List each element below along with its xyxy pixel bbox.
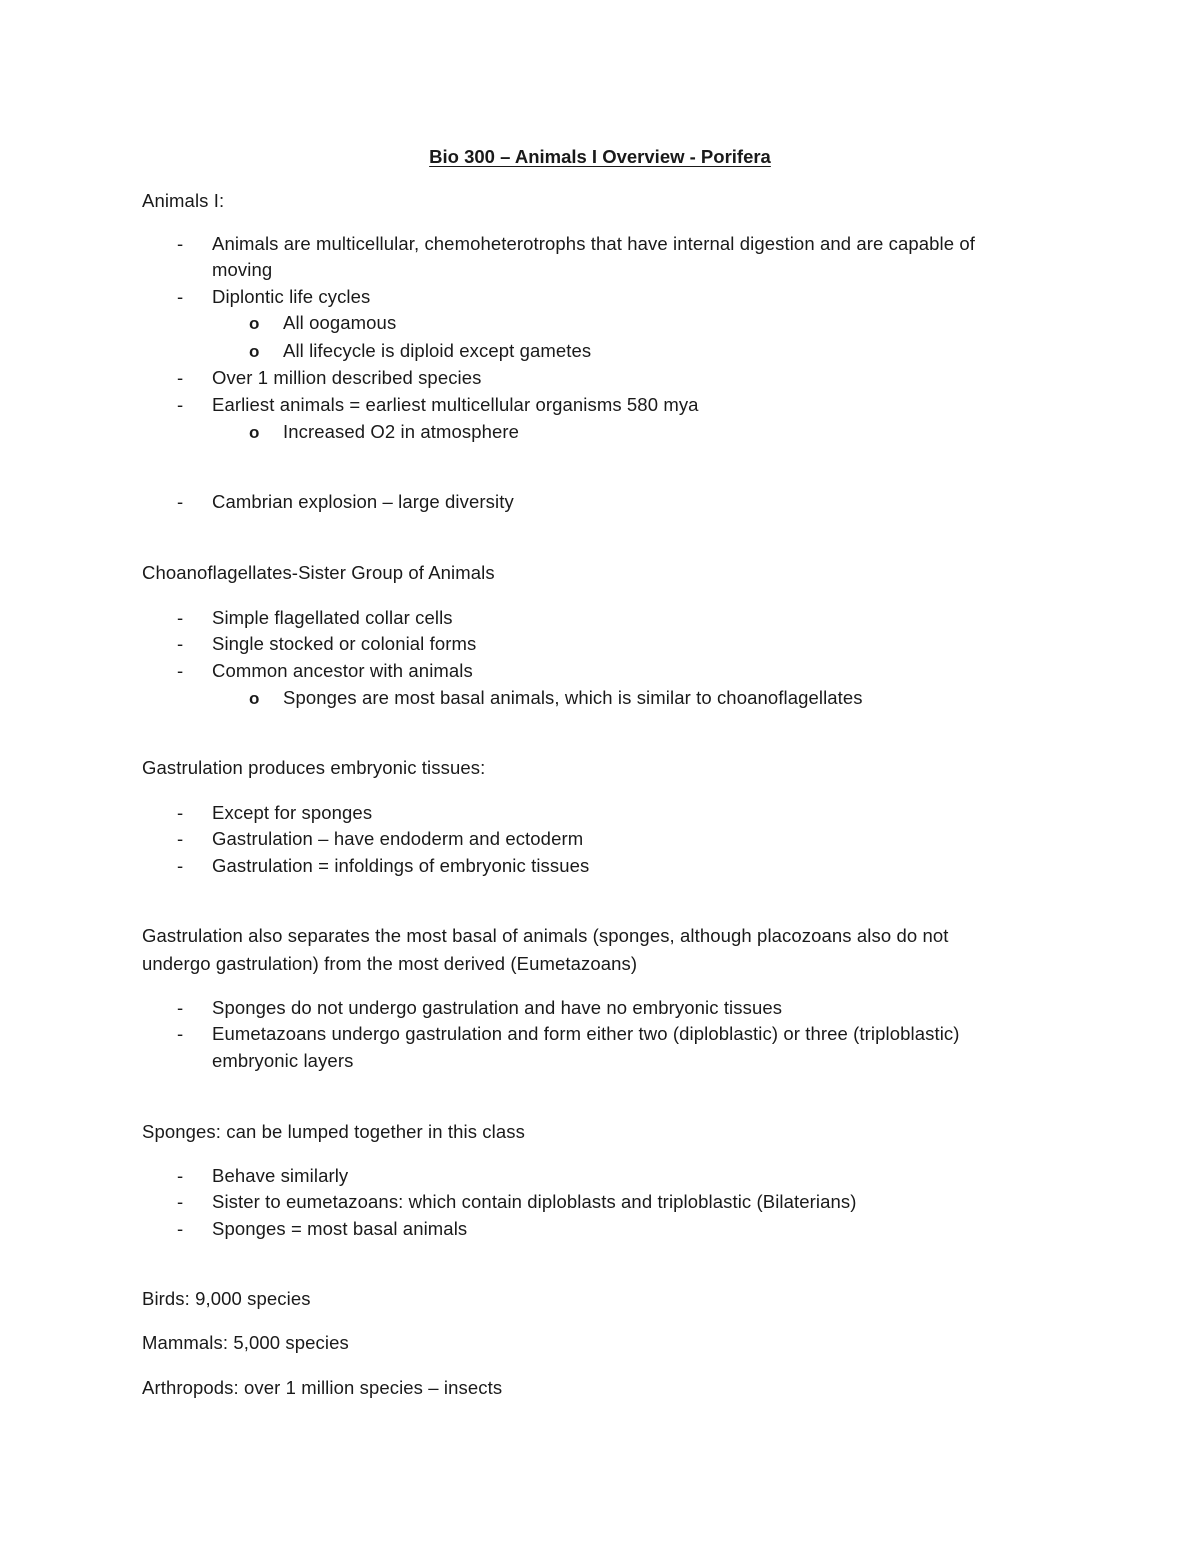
list-item-continuation: embryonic layers xyxy=(212,1050,354,1071)
dash-bullet: - xyxy=(177,1023,184,1044)
dash-bullet: - xyxy=(177,1191,184,1212)
list-item: Gastrulation – have endoderm and ectoderm xyxy=(212,828,584,849)
list-item: Eumetazoans undergo gastrulation and form either two (diploblastic) or three (triploblastic) xyxy=(212,1023,960,1044)
list-item-continuation: moving xyxy=(212,259,273,280)
dash-bullet: - xyxy=(177,607,184,628)
dash-bullet: - xyxy=(177,491,184,512)
sub-list-item: Sponges are most basal animals, which is similar to choanoflagellates xyxy=(283,687,863,708)
dash-bullet: - xyxy=(177,233,184,254)
dash-bullet: - xyxy=(177,997,184,1018)
sub-bullet: o xyxy=(249,314,260,333)
section-heading-sponges: Sponges: can be lumped together in this class xyxy=(142,1121,525,1142)
list-item: Animals are multicellular, chemoheterotrophs that have internal digestion and are capable of xyxy=(212,233,976,254)
dash-bullet: - xyxy=(177,367,184,388)
dash-bullet: - xyxy=(177,394,184,415)
dash-bullet: - xyxy=(177,802,184,823)
list-item: Earliest animals = earliest multicellular organisms 580 mya xyxy=(212,394,699,415)
dash-bullet: - xyxy=(177,1218,184,1239)
list-item: Except for sponges xyxy=(212,802,373,823)
sub-bullet: o xyxy=(249,423,260,442)
list-item: Cambrian explosion – large diversity xyxy=(212,491,514,512)
sub-list-item: All lifecycle is diploid except gametes xyxy=(283,340,592,361)
sub-list-item: Increased O2 in atmosphere xyxy=(283,421,520,442)
dash-bullet: - xyxy=(177,286,184,307)
list-item: Diplontic life cycles xyxy=(212,286,371,307)
list-item: Behave similarly xyxy=(212,1165,349,1186)
paragraph-line: Gastrulation also separates the most basal of animals (sponges, although placozoans also do not xyxy=(142,925,949,946)
sub-bullet: o xyxy=(249,689,260,708)
section-heading-gastrulation: Gastrulation produces embryonic tissues: xyxy=(142,757,486,778)
paragraph-line: undergo gastrulation) from the most derived (Eumetazoans) xyxy=(142,953,638,974)
list-item: Sponges = most basal animals xyxy=(212,1218,468,1239)
sub-bullet: o xyxy=(249,342,260,361)
dash-bullet: - xyxy=(177,633,184,654)
list-item: Over 1 million described species xyxy=(212,367,482,388)
list-item: Sister to eumetazoans: which contain diploblasts and triploblastic (Bilaterians) xyxy=(212,1191,857,1212)
dash-bullet: - xyxy=(177,1165,184,1186)
species-count-mammals: Mammals: 5,000 species xyxy=(142,1332,349,1353)
list-item: Gastrulation = infoldings of embryonic tissues xyxy=(212,855,590,876)
dash-bullet: - xyxy=(177,828,184,849)
section-heading-animals: Animals I: xyxy=(142,190,225,211)
sub-list-item: All oogamous xyxy=(283,312,397,333)
dash-bullet: - xyxy=(177,855,184,876)
list-item: Simple flagellated collar cells xyxy=(212,607,453,628)
document-title: Bio 300 – Animals I Overview - Porifera xyxy=(429,146,771,167)
list-item: Single stocked or colonial forms xyxy=(212,633,477,654)
section-heading-choanoflagellates: Choanoflagellates-Sister Group of Animals xyxy=(142,562,495,583)
species-count-birds: Birds: 9,000 species xyxy=(142,1288,311,1309)
list-item: Sponges do not undergo gastrulation and have no embryonic tissues xyxy=(212,997,783,1018)
species-count-arthropods: Arthropods: over 1 million species – insects xyxy=(142,1377,503,1398)
dash-bullet: - xyxy=(177,660,184,681)
list-item: Common ancestor with animals xyxy=(212,660,473,681)
